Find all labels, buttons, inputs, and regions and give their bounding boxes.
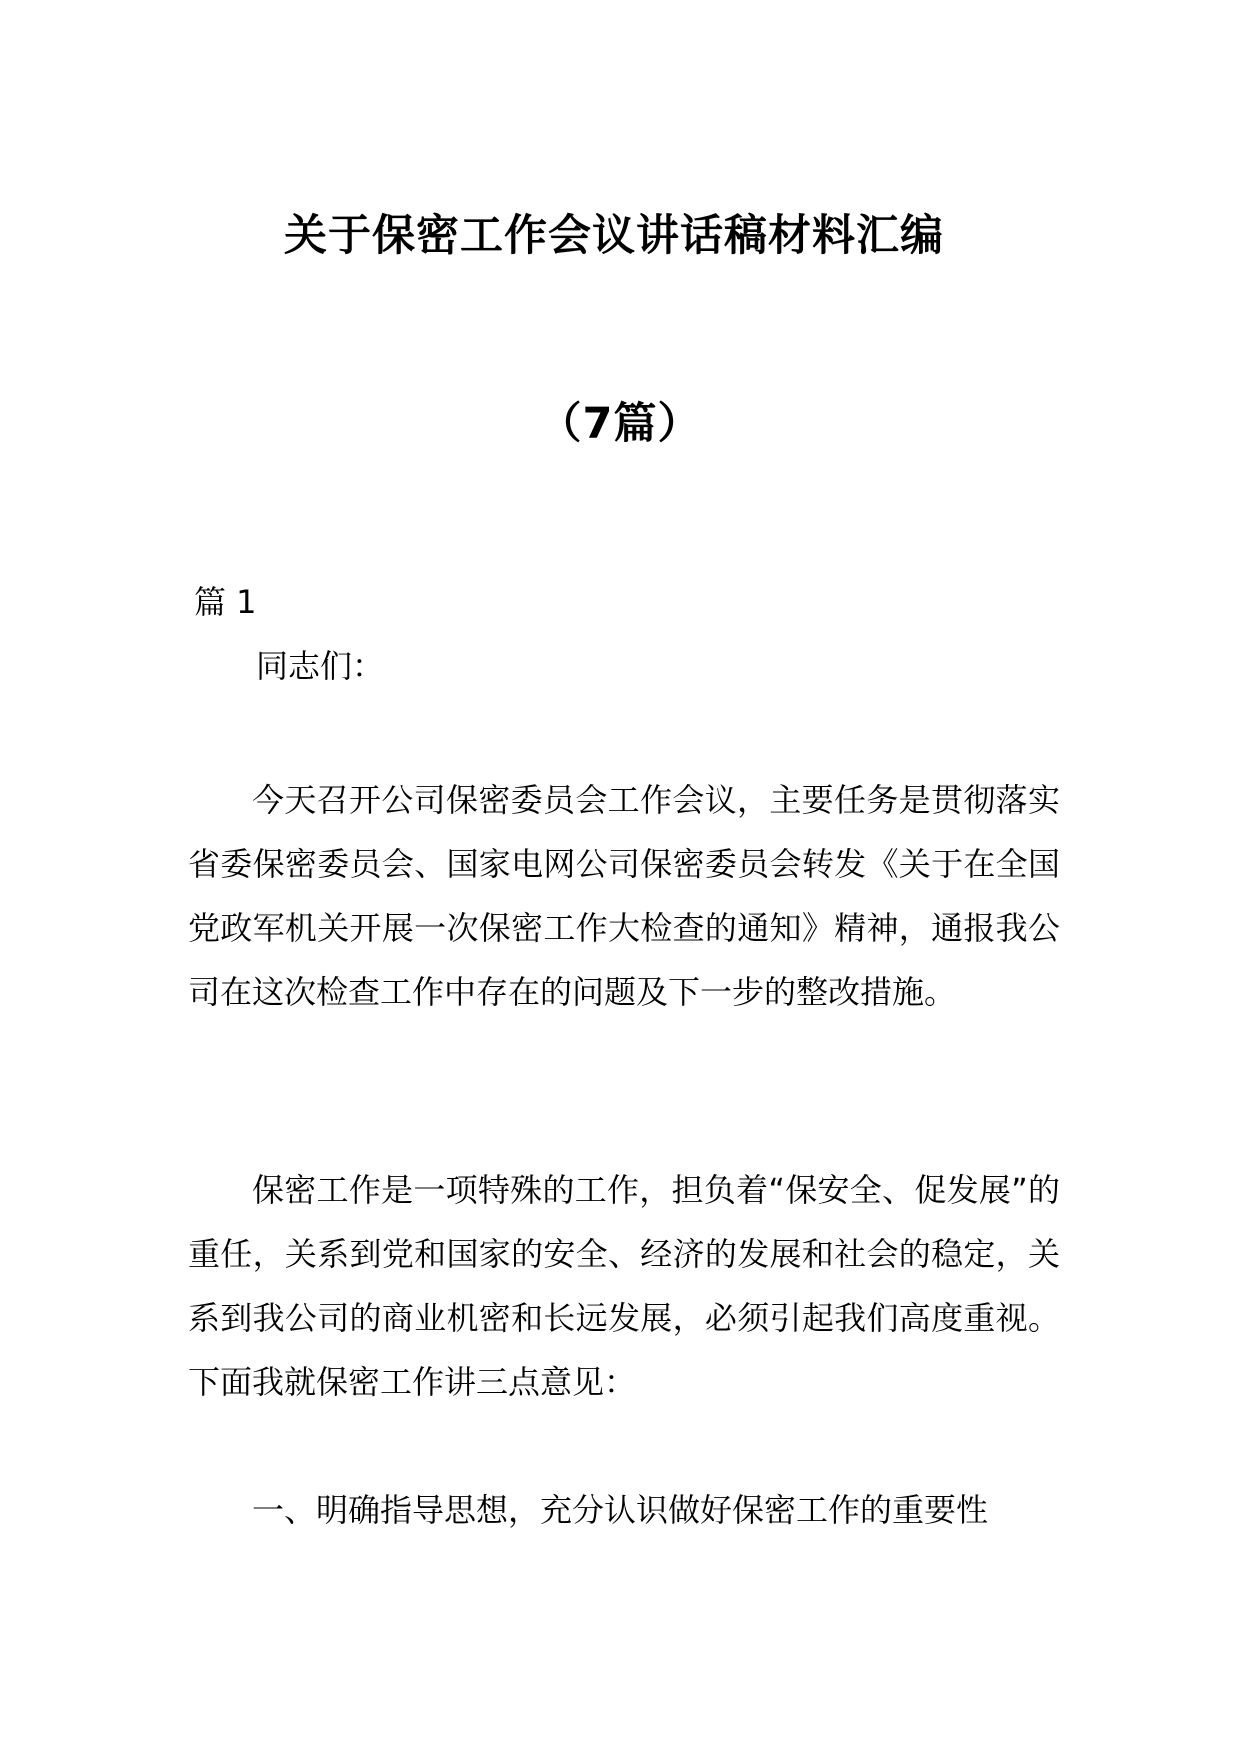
body-paragraph: 今天召开公司保密委员会工作会议，主要任务是贯彻落实省委保密委员会、国家电网公司保密委员会转发《关于在全国党政军机关开展一次保密工作大检查的通知》精神，通报我公司在这次检查工作中存在的问题及下一步的整改措施。 <box>188 781 1060 1011</box>
section-label: 篇 1 <box>194 583 257 621</box>
document-subtitle-count: （7篇） <box>538 399 702 449</box>
document-title: 关于保密工作会议讲话稿材料汇编 <box>284 211 944 261</box>
body-paragraph: 保密工作是一项特殊的工作，担负着“保安全、促发展”的重任，关系到党和国家的安全、经济的发展和社会的稳定，关系到我公司的商业机密和长远发展，必须引起我们高度重视。下面我就保密工作讲三点意见： <box>188 1171 1060 1401</box>
section-heading: 一、明确指导思想，充分认识做好保密工作的重要性 <box>252 1491 989 1529</box>
salutation: 同志们： <box>256 647 385 685</box>
